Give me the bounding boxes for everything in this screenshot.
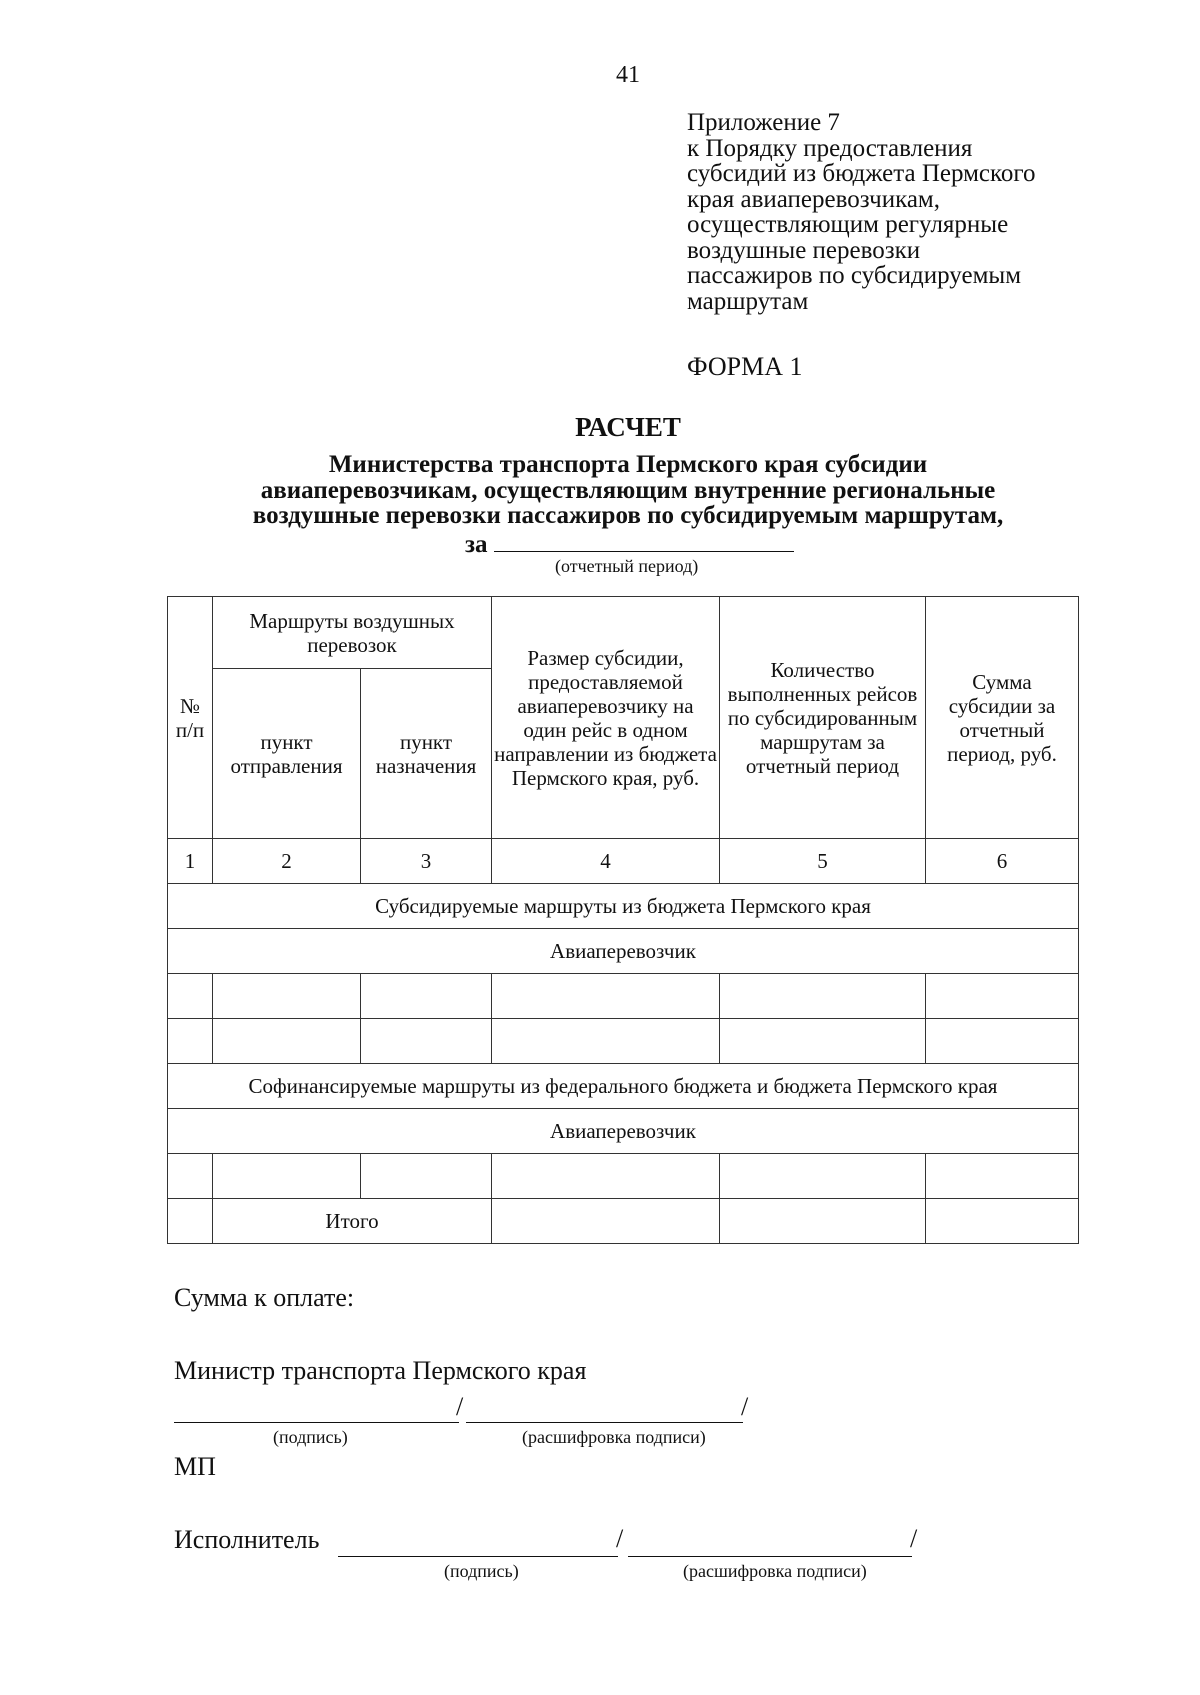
table-row [168,1019,1079,1064]
empty-cell[interactable] [492,1019,720,1064]
calculation-table [167,596,1079,1244]
appendix-line: субсидий из бюджета Пермского [687,160,1036,187]
appendix-line: осуществляющим регулярные [687,211,1009,238]
empty-cell[interactable] [492,1199,720,1244]
empty-cell[interactable] [492,1154,720,1199]
subtitle-line: авиаперевозчикам, осуществляющим внутренние региональные [260,476,996,504]
column-number: 3 [361,839,492,884]
appendix-line: воздушные перевозки [687,236,921,264]
total-label: Итого [213,1199,492,1244]
empty-cell[interactable] [213,974,361,1019]
document-title: РАСЧЕТ [575,412,681,442]
section1-carrier: Авиаперевозчик [168,929,1079,974]
section2-title: Софинансируемые маршруты из федерального бюджета и бюджета Пермского края [168,1064,1079,1109]
period-input-line[interactable] [494,529,794,552]
empty-cell[interactable] [720,1019,926,1064]
table-row [168,974,1079,1019]
empty-cell[interactable] [926,974,1079,1019]
empty-cell[interactable] [213,1019,361,1064]
header-subsidy-sum: Сумма субсидии за отчетный период, руб. [926,597,1079,839]
empty-cell[interactable] [926,1019,1079,1064]
empty-cell[interactable] [492,974,720,1019]
period-prefix: за [465,531,488,558]
minister-signature-line[interactable] [174,1421,459,1423]
empty-cell[interactable] [361,974,492,1019]
section1-title: Субсидируемые маршруты из бюджета Пермского края [168,884,1079,929]
appendix-line: Приложение 7 [687,109,840,136]
stamp-label: МП [174,1452,216,1481]
executor-decoding-line[interactable] [628,1555,912,1557]
signature-slash: / [616,1524,624,1553]
page-number: 41 [616,62,640,88]
decoding-caption: (расшифровка подписи) [683,1561,867,1581]
empty-cell[interactable] [720,974,926,1019]
minister-decoding-line[interactable] [466,1421,743,1423]
decoding-caption: (расшифровка подписи) [522,1427,706,1447]
empty-cell[interactable] [720,1154,926,1199]
header-flights-count: Количество выполненных рейсов по субсидированным маршрутам за отчетный период [720,597,926,839]
column-number: 6 [926,839,1079,884]
executor-label: Исполнитель [174,1525,320,1554]
header-departure: пункт отправления [213,669,361,839]
header-destination: пункт назначения [361,669,492,839]
empty-cell[interactable] [926,1154,1079,1199]
signature-slash: / [456,1392,464,1421]
period-line [465,529,794,559]
signature-caption: (подпись) [273,1427,348,1447]
empty-cell[interactable] [361,1019,492,1064]
signature-caption: (подпись) [444,1561,519,1581]
subtitle-line: воздушные перевозки пассажиров по субсидируемым маршрутам, [252,502,1004,529]
section2-carrier: Авиаперевозчик [168,1109,1079,1154]
executor-signature-line[interactable] [338,1555,618,1557]
empty-cell[interactable] [168,1019,213,1064]
empty-cell[interactable] [926,1199,1079,1244]
appendix-line: пассажиров по субсидируемым [687,262,1022,289]
total-row [168,1199,1079,1244]
empty-cell[interactable] [168,974,213,1019]
column-number: 1 [168,839,213,884]
table-row [168,1154,1079,1199]
column-number: 5 [720,839,926,884]
header-routes: Маршруты воздушных перевозок [213,597,492,669]
appendix-line: маршрутам [687,287,809,315]
empty-cell[interactable] [168,1199,213,1244]
column-number: 4 [492,839,720,884]
form-label: ФОРМА 1 [687,352,803,381]
empty-cell[interactable] [720,1199,926,1244]
column-number: 2 [213,839,361,884]
document-subtitle [190,452,1066,529]
empty-cell[interactable] [213,1154,361,1199]
appendix-line: к Порядку предоставления [687,134,973,162]
sum-to-pay-label: Сумма к оплате: [174,1283,355,1312]
empty-cell[interactable] [168,1154,213,1199]
appendix-block [687,110,1107,314]
empty-cell[interactable] [361,1154,492,1199]
header-num: № п/п [168,597,213,839]
minister-label: Министр транспорта Пермского края [174,1356,587,1385]
period-caption: (отчетный период) [555,556,699,576]
appendix-line: края авиаперевозчикам, [687,185,941,213]
signature-slash: / [741,1392,749,1421]
signature-slash: / [910,1524,918,1553]
header-subsidy-size: Размер субсидии, предоставляемой авиаперевозчику на один рейс в одном направлении из бюджета Пермского края, руб. [492,597,720,839]
subtitle-line: Министерства транспорта Пермского края субсидии [328,451,928,478]
